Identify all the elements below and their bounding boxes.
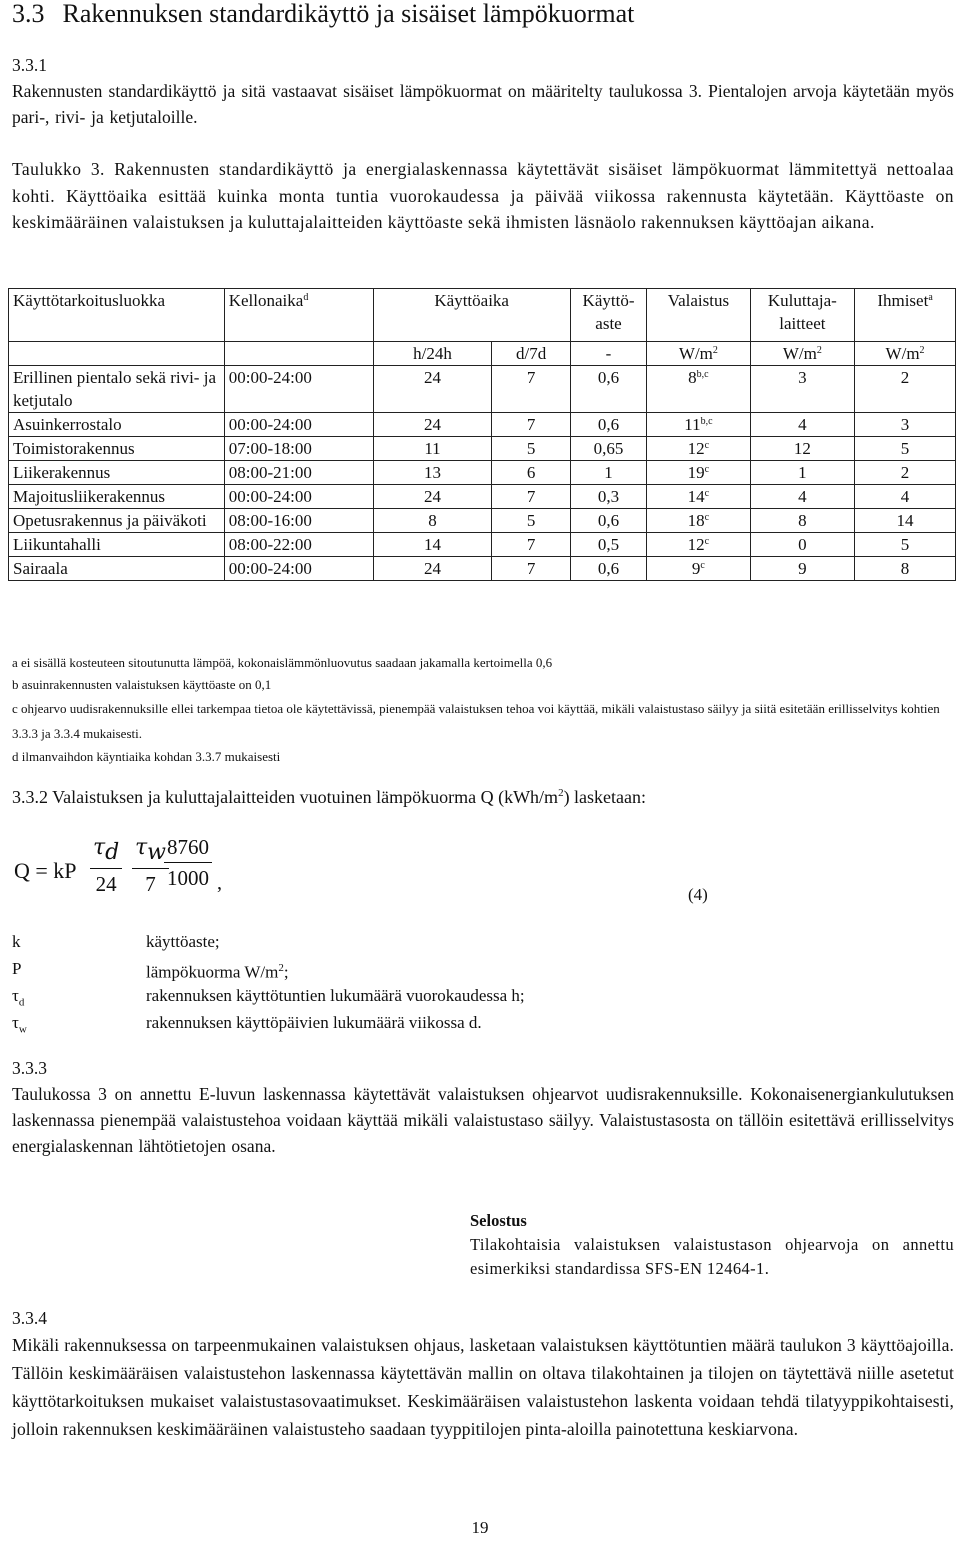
value-cell: 00:00-24:00 [224,485,373,509]
equation-number: (4) [688,885,708,904]
subsection-number: 3.3.4 [12,1308,47,1328]
table-row [9,461,956,485]
formula-lhs: Q = kP [14,858,77,883]
table-row [9,485,956,509]
header-cell: Ihmiset$^a$ [855,289,956,342]
value-cell: 0,6 [570,413,646,437]
value-cell: 9 [750,557,855,581]
value-cell: 5 [855,437,956,461]
value-cell: 7 [492,557,570,581]
building-type-cell: Toimistorakennus [9,437,225,461]
value-cell: 0 [750,533,855,557]
value-cell: 9$^c$ [647,557,750,581]
value-cell: 0,6 [570,366,646,413]
value-cell: 8$^{b,c}$ [647,366,750,413]
header-cell: Käyttö- aste [570,289,646,342]
caption-text: Taulukko 3. Rakennusten standardikäyttö ja energialaskennassa käytettävät sisäiset lämpökuormat lämmitettyä nettoalaa kohti. Käyttöaika esittää kuinka monta tuntia vuorokaudessa ja päivää viikossa rakennusta käytetään. Käyttöaste on keskimääräinen valaistuksen ja kuluttajalaitteiden käyttöaste sekä ihmisten läsnäolo rakennuksen käyttöajan aikana. [12,159,954,232]
building-type-cell: Erillinen pientalo sekä rivi- ja ketjutalo [9,366,225,413]
value-cell: 2 [855,461,956,485]
fraction-8760-1000: $\frac{8760}{1000}$ [164,832,212,893]
note-heading: Selostus [470,1211,527,1230]
value-cell: 18$^c$ [647,509,750,533]
value-cell: 24 [373,413,492,437]
header-cell: Käyttöaika [373,289,570,342]
value-cell: 00:00-24:00 [224,413,373,437]
selostus-note [470,1209,954,1281]
value-cell: 7 [492,533,570,557]
subsection-number: 3.3.3 [12,1058,47,1078]
usage-table [8,288,956,581]
page-number: 19 [471,1518,489,1537]
table-row [9,413,956,437]
value-cell: 11 [373,437,492,461]
table-header-row [9,289,956,342]
value-cell: 6 [492,461,570,485]
section-number: 3.3 [12,0,45,28]
value-cell: 19$^c$ [647,461,750,485]
table-row [9,557,956,581]
value-cell: 0,5 [570,533,646,557]
value-cell: 1 [750,461,855,485]
value-cell: 12$^c$ [647,533,750,557]
value-cell: 5 [855,533,956,557]
value-cell: 14 [855,509,956,533]
section-heading [12,0,634,34]
value-cell: 5 [492,437,570,461]
section-3-3-2: 3.3.2 Valaistuksen ja kuluttajalaitteiden vuotuinen lämpökuorma Q $(kWh/m^2)$ lasketaan: [12,787,647,807]
building-type-cell: Opetusrakennus ja päiväkoti [9,509,225,533]
value-cell: 14$^c$ [647,485,750,509]
section-3-3-3 [12,1055,954,1159]
header-cell: Käyttötarkoitusluokka [9,289,225,342]
header-cell: Kuluttaja- laitteet [750,289,855,342]
subsection-number: 3.3.1 [12,55,47,75]
value-cell: 4 [750,413,855,437]
fraction-tau-w: $\frac{\tau_w}{7}$ [132,832,169,899]
section-3-3-4 [12,1305,954,1443]
footnote-c: c ohjearvo uudisrakennuksille ellei tarkempaa tietoa ole käytettävissä, pienempää valaistuksen tehoa voi käyttää, mikäli valaistustaso säilyy ja siitä esitetään erillisselvitys kohtien 3.3.3 ja 3.3.4 mukaisesti. [12,701,940,741]
building-type-cell: Liikerakennus [9,461,225,485]
value-cell: 0,3 [570,485,646,509]
section-3-3-1 [12,52,954,130]
value-cell: 7 [492,485,570,509]
paragraph: Rakennusten standardikäyttö ja sitä vastaavat sisäiset lämpökuormat on määritelty taulukossa 3. Pientalojen arvoja käytetään myös pari-, rivi- ja ketjutaloille. [12,81,954,127]
value-cell: 12$^c$ [647,437,750,461]
value-cell: 00:00-24:00 [224,557,373,581]
value-cell: 0,6 [570,557,646,581]
footnote-b: b asuinrakennusten valaistuksen käyttöaste on 0,1 [12,677,272,692]
paragraph: Taulukossa 3 on annettu E-luvun laskennassa käytettävät valaistuksen ohjearvot uudisrakennuksille. Kokonaisenergiankulutuksen laskennassa pienempää valaistustehoa voidaan käyttää mikäli valaistustaso säilyy. Valaistustasosta on tällöin esitettävä erillisselvitys energialaskennan lähtötietojen osana. [12,1084,954,1156]
paragraph: Mikäli rakennuksessa on tarpeenmukainen valaistuksen ohjaus, lasketaan valaistuksen käyttötuntien määrä taulukon 3 käyttöajoilla. Tällöin keskimääräisen valaistustehon laskennassa käytettävän mallin on oltava tilakohtainen ja tilojen on täytettävä niille asetetut käyttötarkoituksen mukaiset valaistustasovaatimukset. Keskimääräisen valaistustehon laskenta voidaan tehdä tilatyyppikohtaisesti, jolloin rakennuksen keskimääräinen valaistusteho saadaan tyyppitilojen pinta-aloilla painotettuna keskiarvona. [12,1335,954,1439]
value-cell: 24 [373,485,492,509]
table-row [9,533,956,557]
fraction-tau-d: $\frac{\tau_d}{24}$ [90,832,122,899]
value-cell: 0,6 [570,509,646,533]
header-cell: Valaistus [647,289,750,342]
footnote-a: a ei sisällä kosteuteen sitoutunutta lämpöä, kokonaislämmönluovutus saadaan jakamalla kertoimella 0,6 [12,655,553,670]
value-cell: 7 [492,413,570,437]
value-cell: 08:00-16:00 [224,509,373,533]
table-row [9,509,956,533]
value-cell: 14 [373,533,492,557]
value-cell: 11$^{b,c}$ [647,413,750,437]
value-cell: 13 [373,461,492,485]
value-cell: 08:00-22:00 [224,533,373,557]
value-cell: 12 [750,437,855,461]
value-cell: 0,65 [570,437,646,461]
value-cell: 3 [750,366,855,413]
value-cell: 7 [492,366,570,413]
value-cell: 00:00-24:00 [224,366,373,413]
building-type-cell: Majoitusliikerakennus [9,485,225,509]
header-cell: Kellonaika$^d$ [224,289,373,342]
value-cell: 4 [750,485,855,509]
building-type-cell: Sairaala [9,557,225,581]
value-cell: 3 [855,413,956,437]
value-cell: 8 [855,557,956,581]
table-row [9,437,956,461]
value-cell: 1 [570,461,646,485]
value-cell: 4 [855,485,956,509]
building-type-cell: Asuinkerrostalo [9,413,225,437]
table-footnotes [12,652,958,768]
value-cell: 07:00-18:00 [224,437,373,461]
value-cell: 2 [855,366,956,413]
note-text: Tilakohtaisia valaistuksen valaistustason ohjearvoja on annettu esimerkiksi standardissa SFS-EN 12464-1. [470,1235,954,1278]
value-cell: 8 [750,509,855,533]
value-cell: 24 [373,557,492,581]
table-caption [12,156,954,236]
section-title: Rakennuksen standardikäyttö ja sisäiset lämpökuormat [62,0,635,28]
value-cell: 08:00-21:00 [224,461,373,485]
value-cell: 5 [492,509,570,533]
units-row: h/24h d/7d - $W/m^2$ $W/m^2$ $W/m^2$ [9,342,956,366]
footnote-d: d ilmanvaihdon käyntiaika kohdan 3.3.7 mukaisesti [12,749,281,764]
value-cell: 24 [373,366,492,413]
table-row [9,366,956,413]
formula-4: Q = kP $\frac{\tau_d}{24}$ $\frac{\tau_w}{7}$ $\frac{8760}{1000}$ , [14,832,514,912]
building-type-cell: Liikuntahalli [9,533,225,557]
value-cell: 8 [373,509,492,533]
